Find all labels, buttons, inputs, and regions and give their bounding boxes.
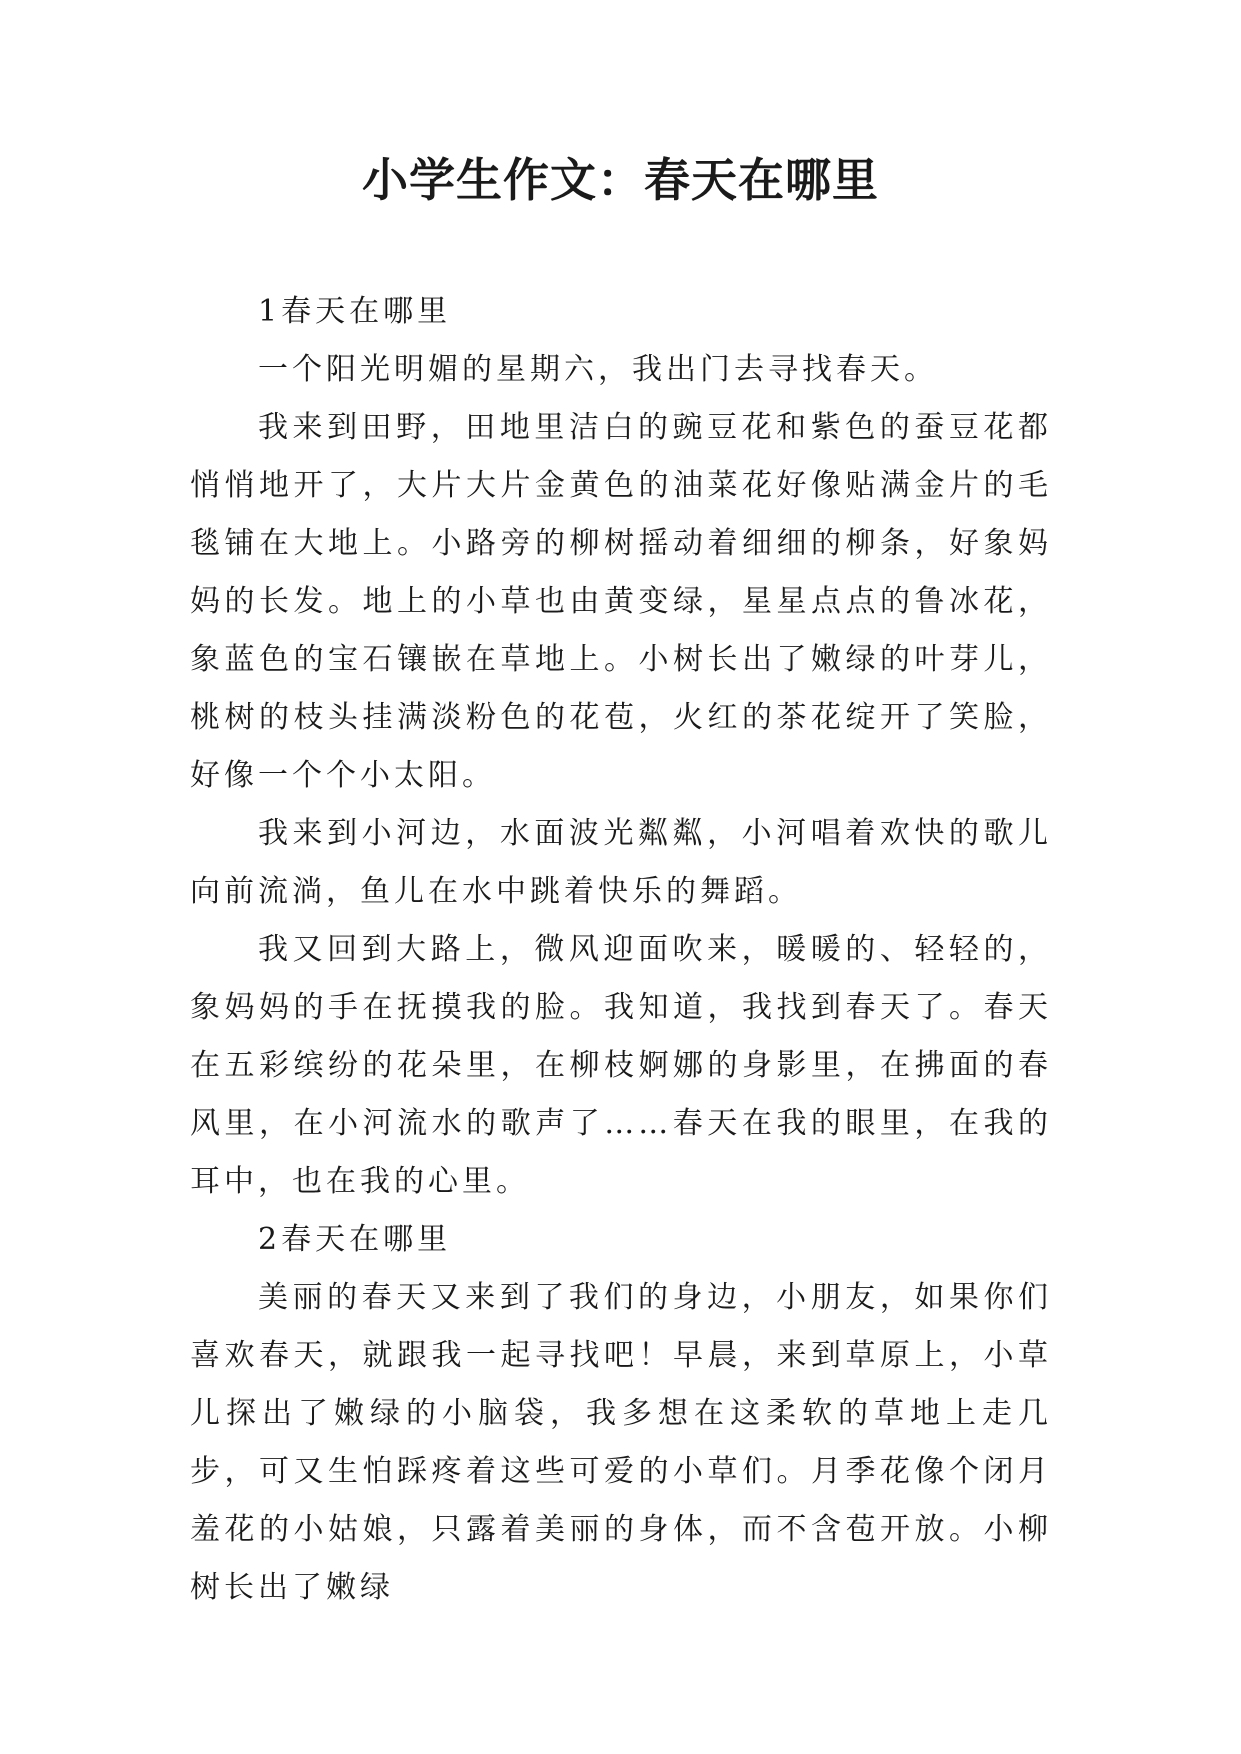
paragraph: 我来到田野，田地里洁白的豌豆花和紫色的蚕豆花都悄悄地开了，大片大片金黄色的油菜花好像贴满金片的毛毯铺在大地上。小路旁的柳树摇动着细细的柳条，好象妈妈的长发。地上的小草也由黄变绿，星星点点的鲁冰花，象蓝色的宝石镶嵌在草地上。小树长出了嫩绿的叶芽儿，桃树的枝头挂满淡粉色的花苞，火红的茶花绽开了笑脸，好像一个个小太阳。 [190, 410, 1052, 793]
paragraph: 美丽的春天又来到了我们的身边，小朋友，如果你们喜欢春天，就跟我一起寻找吧！早晨，来到草原上，小草儿探出了嫩绿的小脑袋，我多想在这柔软的草地上走几步，可又生怕踩疼着这些可爱的小草们。月季花像个闭月羞花的小姑娘，只露着美丽的身体，而不含苞开放。小柳树长出了嫩绿 [190, 1280, 1052, 1605]
paragraph: 我又回到大路上，微风迎面吹来，暖暖的、轻轻的，象妈妈的手在抚摸我的脸。我知道，我找到春天了。春天在五彩缤纷的花朵里，在柳枝婀娜的身影里，在拂面的春风里，在小河流水的歌声了……春天在我的眼里，在我的耳中，也在我的心里。 [190, 932, 1052, 1199]
paragraph: 一个阳光明媚的星期六，我出门去寻找春天。 [258, 352, 938, 387]
paragraph: 我来到小河边，水面波光粼粼，小河唱着欢快的歌儿向前流淌，鱼儿在水中跳着快乐的舞蹈。 [190, 816, 1052, 909]
document-body [190, 283, 1052, 1617]
section-heading-1: 1春天在哪里 [258, 294, 452, 329]
document-title: 小学生作文：春天在哪里 [362, 153, 879, 207]
section-heading-2: 2春天在哪里 [258, 1222, 452, 1257]
